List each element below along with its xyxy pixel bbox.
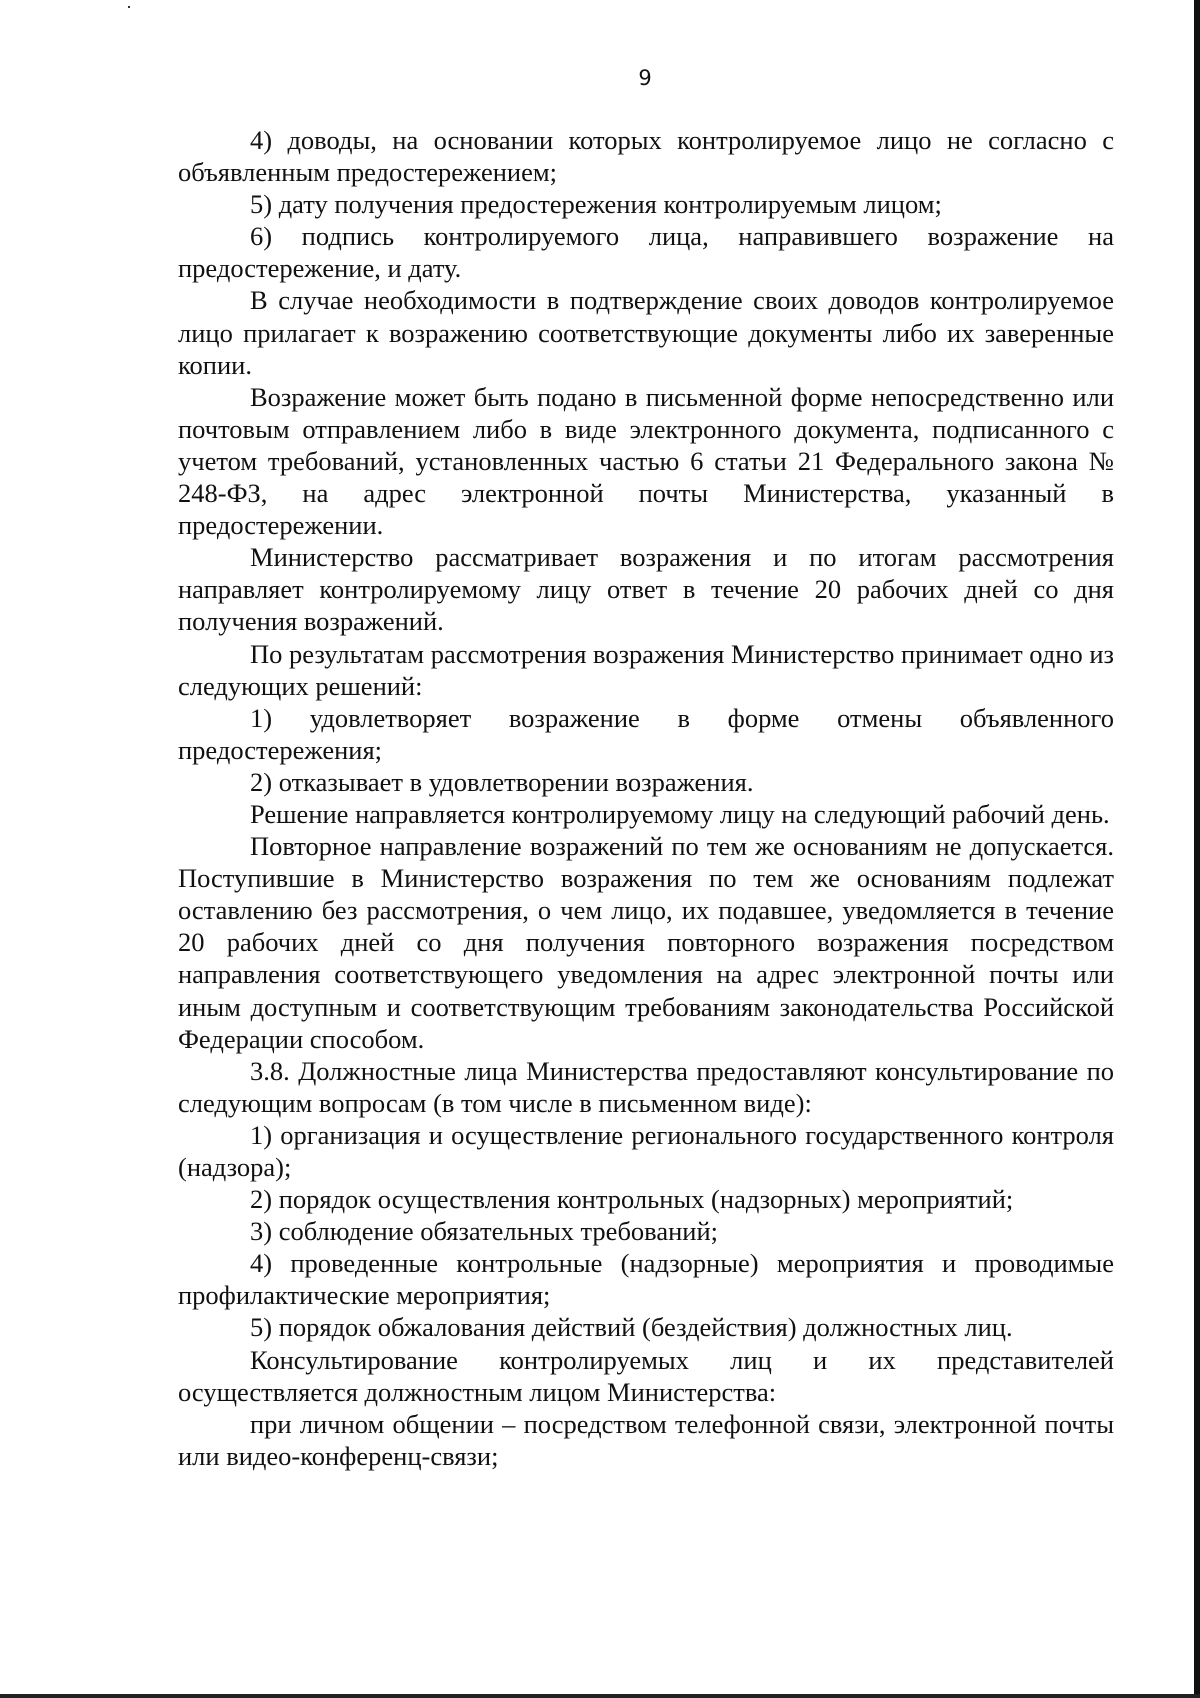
document-body bbox=[178, 124, 1114, 1472]
paragraph-list-item-4: 4) доводы, на основании которых контролируемое лицо не согласно с объявленным предостережением; bbox=[178, 125, 1114, 188]
paragraph-consult-topic-1: 1) организация и осуществление регионального государственного контроля (надзора); bbox=[178, 1119, 1114, 1182]
paragraph-submission-form: Возражение может быть подано в письменной форме непосредственно или почтовым отправлением либо в виде электронного документа, подписанного с учетом требований, установленных частью 6 статьи 21 Федерального закона № 248-ФЗ, на адрес электронной почты Министерства, указанный в предостережении. bbox=[178, 381, 1114, 541]
page-number: 9 bbox=[638, 66, 652, 90]
paragraph-list-item-5: 5) дату получения предостережения контролируемым лицом; bbox=[250, 189, 942, 220]
paragraph-personal-communication: при личном общении – посредством телефонной связи, электронной почты или видео-конференц-связи; bbox=[178, 1408, 1114, 1471]
paragraph-decision-1: 1) удовлетворяет возражение в форме отмены объявленного предостережения; bbox=[178, 702, 1114, 765]
paragraph-consult-topic-5: 5) порядок обжалования действий (бездействия) должностных лиц. bbox=[250, 1312, 1013, 1343]
paragraph-consult-topic-4: 4) проведенные контрольные (надзорные) мероприятия и проводимые профилактические мероприятия; bbox=[178, 1248, 1114, 1311]
scan-speck bbox=[128, 6, 130, 8]
paragraph-review-results: По результатам рассмотрения возражения Министерство принимает одно из следующих решений: bbox=[178, 638, 1114, 701]
scan-edge-bottom bbox=[0, 1694, 1200, 1698]
paragraph-consult-topic-3: 3) соблюдение обязательных требований; bbox=[250, 1216, 719, 1247]
paragraph-repeated-objections: Повторное направление возражений по тем же основаниям не допускается. Поступившие в Министерство возражения по тем же основаниям подлежат оставлению без рассмотрения, о чем лицо, их подавшее, уведомляется в течение 20 рабочих дней со дня получения повторного возражения посредством направления соответствующего уведомления на адрес электронной почты или иным доступным и соответствующим требованиям законодательства Российской Федерации способом. bbox=[178, 831, 1114, 1054]
paragraph-supporting-documents: В случае необходимости в подтверждение своих доводов контролируемое лицо прилагает к возражению соответствующие документы либо их заверенные копии. bbox=[178, 285, 1114, 380]
paragraph-list-item-6: 6) подпись контролируемого лица, направившего возражение на предостережение, и дату. bbox=[178, 221, 1114, 284]
paragraph-consult-topic-2: 2) порядок осуществления контрольных (надзорных) мероприятий; bbox=[250, 1184, 1014, 1215]
paragraph-consulting-performed: Консультирование контролируемых лиц и их представителей осуществляется должностным лицом Министерства: bbox=[178, 1344, 1114, 1407]
paragraph-decision-2: 2) отказывает в удовлетворении возражения. bbox=[250, 766, 754, 797]
paragraph-ministry-review: Министерство рассматривает возражения и по итогам рассмотрения направляет контролируемому лицу ответ в течение 20 рабочих дней со дня получения возражений. bbox=[178, 542, 1114, 637]
scan-edge-right bbox=[1194, 0, 1200, 1698]
paragraph-section-3-8: 3.8. Должностные лица Министерства предоставляют консультирование по следующим вопросам (в том числе в письменном виде): bbox=[178, 1055, 1114, 1118]
paragraph-decision-sent: Решение направляется контролируемому лицу на следующий рабочий день. bbox=[250, 798, 1110, 829]
